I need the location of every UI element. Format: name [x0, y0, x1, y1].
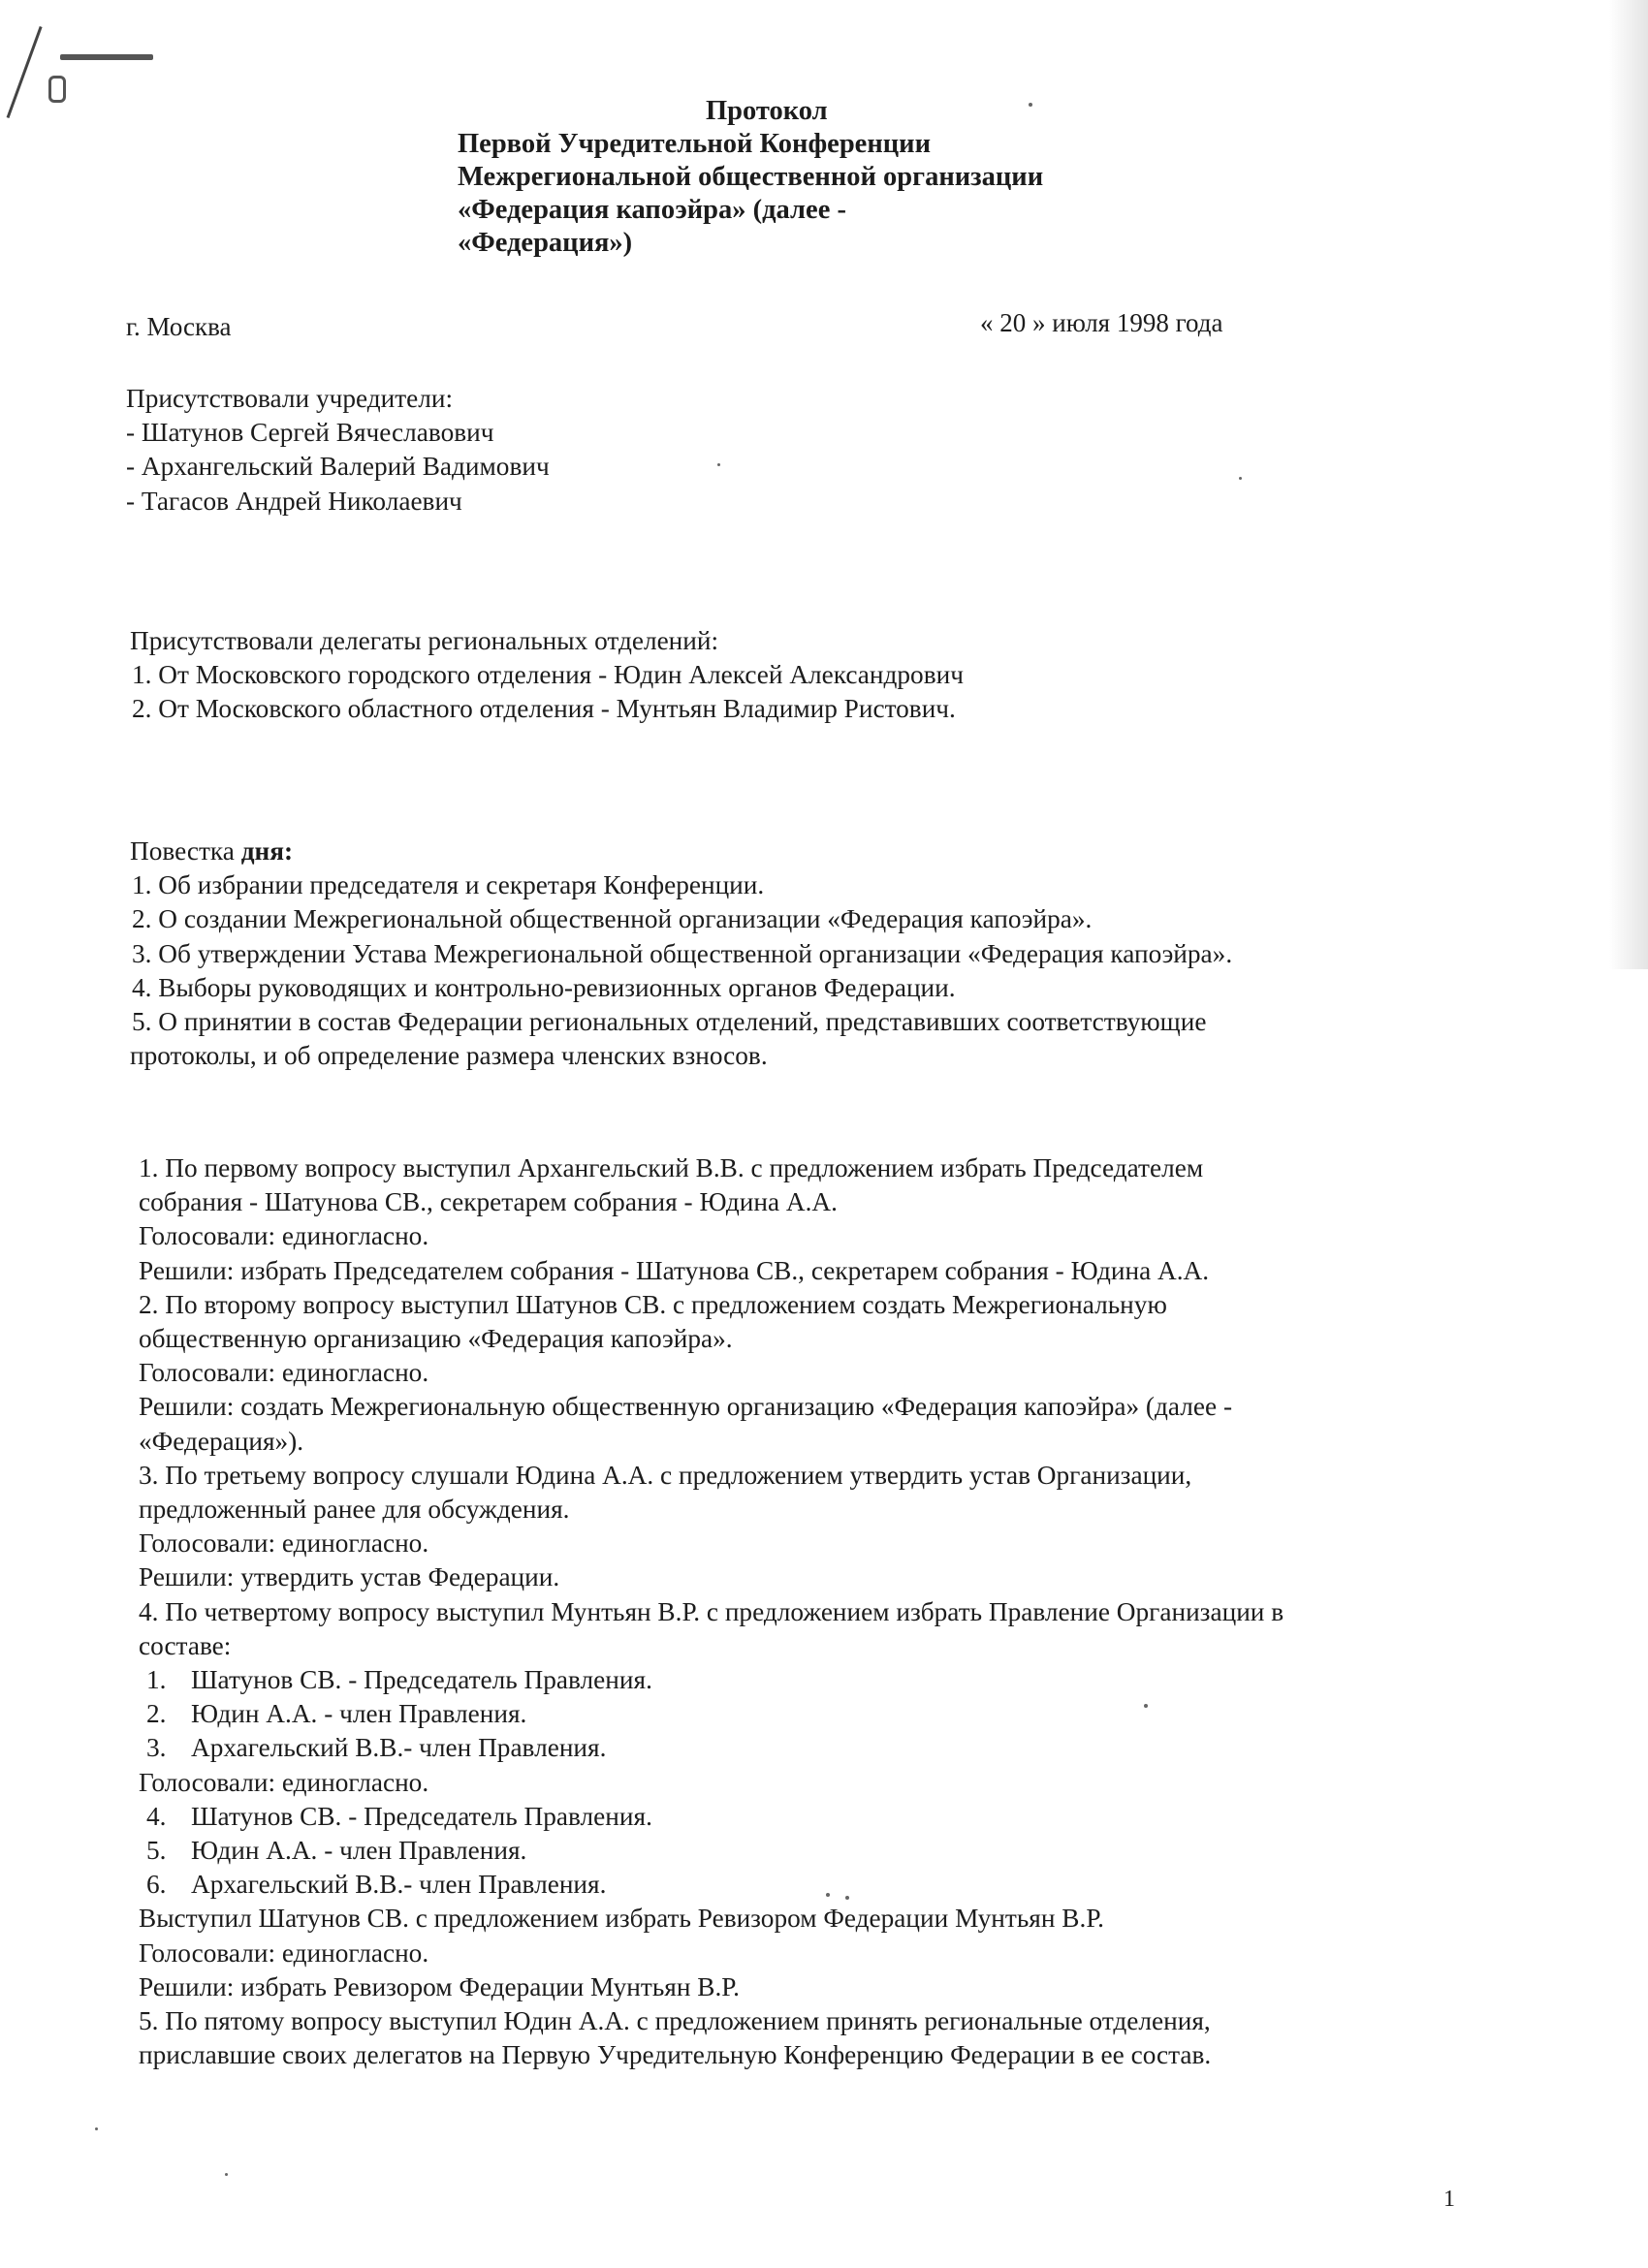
board-member-item [139, 1800, 1433, 1834]
scan-edge-shadow [1609, 0, 1648, 969]
board-member-item [139, 1731, 1433, 1765]
board-member-number: 3. [146, 1733, 167, 1763]
board-member-text: Шатунов СВ. - Председатель Правления. [191, 1665, 652, 1695]
board-member-item [139, 1697, 1433, 1731]
board-member-text: Архагельский В.В.- член Правления. [191, 1733, 607, 1763]
question-2-text: 2. По второму вопросу выступил Шатунов СВ. с предложением создать Межрегиональную [139, 1289, 1167, 1319]
delegate-item: 2. От Московского областного отделения - Мунтьян Владимир Ристович. [132, 694, 956, 724]
scan-speck [225, 2173, 228, 2176]
auditor-proposal: Выступил Шатунов СВ. с предложением избрать Ревизором Федерации Мунтьян В.Р. [139, 1904, 1104, 1934]
question-2-text-cont: общественную организацию «Федерация капоэйра». [139, 1324, 733, 1354]
board-member-number: 5. [146, 1836, 167, 1866]
question-3-decision: Решили: утвердить устав Федерации. [139, 1562, 560, 1592]
question-1-text-cont: собрания - Шатунова СВ., секретарем собрания - Юдина А.А. [139, 1187, 838, 1217]
staple-mark [60, 54, 153, 60]
founders-section [126, 382, 550, 519]
agenda-item: 5. О принятии в состав Федерации региональных отделений, представивших соответствующие [132, 1007, 1207, 1037]
question-2-vote: Голосовали: единогласно. [139, 1358, 429, 1388]
title-line: «Федерация капоэйра» (далее - [458, 195, 846, 225]
agenda-heading [130, 835, 1434, 868]
question-1-decision: Решили: избрать Председателем собрания - Шатунова СВ., секретарем собрания - Юдина А.А. [139, 1255, 1210, 1285]
founder-item: - Шатунов Сергей Вячеславович [126, 418, 494, 448]
board-member-item [139, 1834, 1433, 1868]
title-line: Межрегиональной общественной организации [458, 162, 1044, 192]
delegate-item: 1. От Московского городского отделения - Юдин Алексей Александрович [132, 660, 964, 690]
question-4-text: 4. По четвертому вопросу выступил Мунтьян В.Р. с предложением избрать Правление Организации в [139, 1596, 1284, 1626]
question-1-text: 1. По первому вопросу выступил Архангельский В.В. с предложением избрать Председателем [139, 1153, 1204, 1182]
agenda-item: 1. Об избрании председателя и секретаря Конференции. [132, 870, 765, 900]
founder-item: - Архангельский Валерий Вадимович [126, 452, 550, 482]
founder-item: - Тагасов Андрей Николаевич [126, 486, 462, 516]
auditor-decision: Решили: избрать Ревизором Федерации Мунтьян В.Р. [139, 1971, 740, 2001]
agenda-item: 4. Выборы руководящих и контрольно-ревизионных органов Федерации. [132, 972, 956, 1002]
question-5-text: 5. По пятому вопросу выступил Юдин А.А. с предложением принять региональные отделения, [139, 2006, 1211, 2036]
question-4-text-cont: составе: [139, 1630, 232, 1660]
board-member-text: Юдин А.А. - член Правления. [191, 1699, 527, 1729]
agenda-heading-bold: дня: [240, 836, 294, 866]
question-2-decision: Решили: создать Межрегиональную общественную организацию «Федерация капоэйра» (далее - [139, 1392, 1233, 1422]
auditor-vote: Голосовали: единогласно. [139, 1937, 429, 1968]
question-2-decision-cont: «Федерация»). [139, 1426, 304, 1456]
question-3-vote: Голосовали: единогласно. [139, 1528, 429, 1559]
question-4-vote: Голосовали: единогласно. [139, 1767, 429, 1797]
agenda-item: 2. О создании Межрегиональной общественной организации «Федерация капоэйра». [132, 904, 1093, 934]
question-5-text-cont: приславшие своих делегатов на Первую Учредительную Конференцию Федерации в ее состав. [139, 2040, 1212, 2070]
delegates-section [130, 624, 964, 727]
agenda-section [130, 835, 1434, 1073]
document-date: « 20 » июля 1998 года [980, 308, 1223, 337]
board-member-text: Юдин А.А. - член Правления. [191, 1836, 527, 1866]
agenda-item: 3. Об утверждении Устава Межрегиональной общественной организации «Федерация капоэйра». [132, 938, 1233, 968]
page-number: 1 [1443, 2187, 1455, 2212]
board-member-number: 4. [146, 1801, 167, 1831]
agenda-heading-plain: Повестка [130, 836, 241, 866]
minutes-section [139, 1151, 1433, 2072]
board-member-number: 1. [146, 1665, 167, 1695]
question-1-vote: Голосовали: единогласно. [139, 1221, 429, 1251]
question-3-text: 3. По третьему вопросу слушали Юдина А.А. с предложением утвердить устав Организации, [139, 1460, 1192, 1490]
board-member-number: 2. [146, 1699, 167, 1729]
board-member-number: 6. [146, 1870, 167, 1900]
pen-stroke-mark [7, 26, 43, 118]
scan-speck [717, 463, 720, 466]
board-member-text: Архагельский В.В.- член Правления. [191, 1870, 607, 1900]
title-line: Первой Учредительной Конференции [458, 129, 932, 159]
board-member-item [139, 1663, 1433, 1697]
question-3-text-cont: предложенный ранее для обсуждения. [139, 1495, 570, 1525]
founders-heading: Присутствовали учредители: [126, 384, 454, 413]
delegates-heading: Присутствовали делегаты региональных отделений: [130, 626, 719, 655]
document-place: г. Москва [126, 312, 232, 341]
agenda-item-continuation: протоколы, и об определение размера членских взносов. [130, 1041, 768, 1071]
scan-speck [95, 2127, 98, 2130]
scan-speck [1239, 477, 1242, 480]
board-member-text: Шатунов СВ. - Председатель Правления. [191, 1801, 652, 1831]
title-line: «Федерация») [458, 228, 633, 258]
title-line: Протокол [706, 96, 828, 126]
board-member-item [139, 1868, 1433, 1902]
staple-hook-mark [48, 76, 66, 103]
document-title [458, 95, 1194, 260]
